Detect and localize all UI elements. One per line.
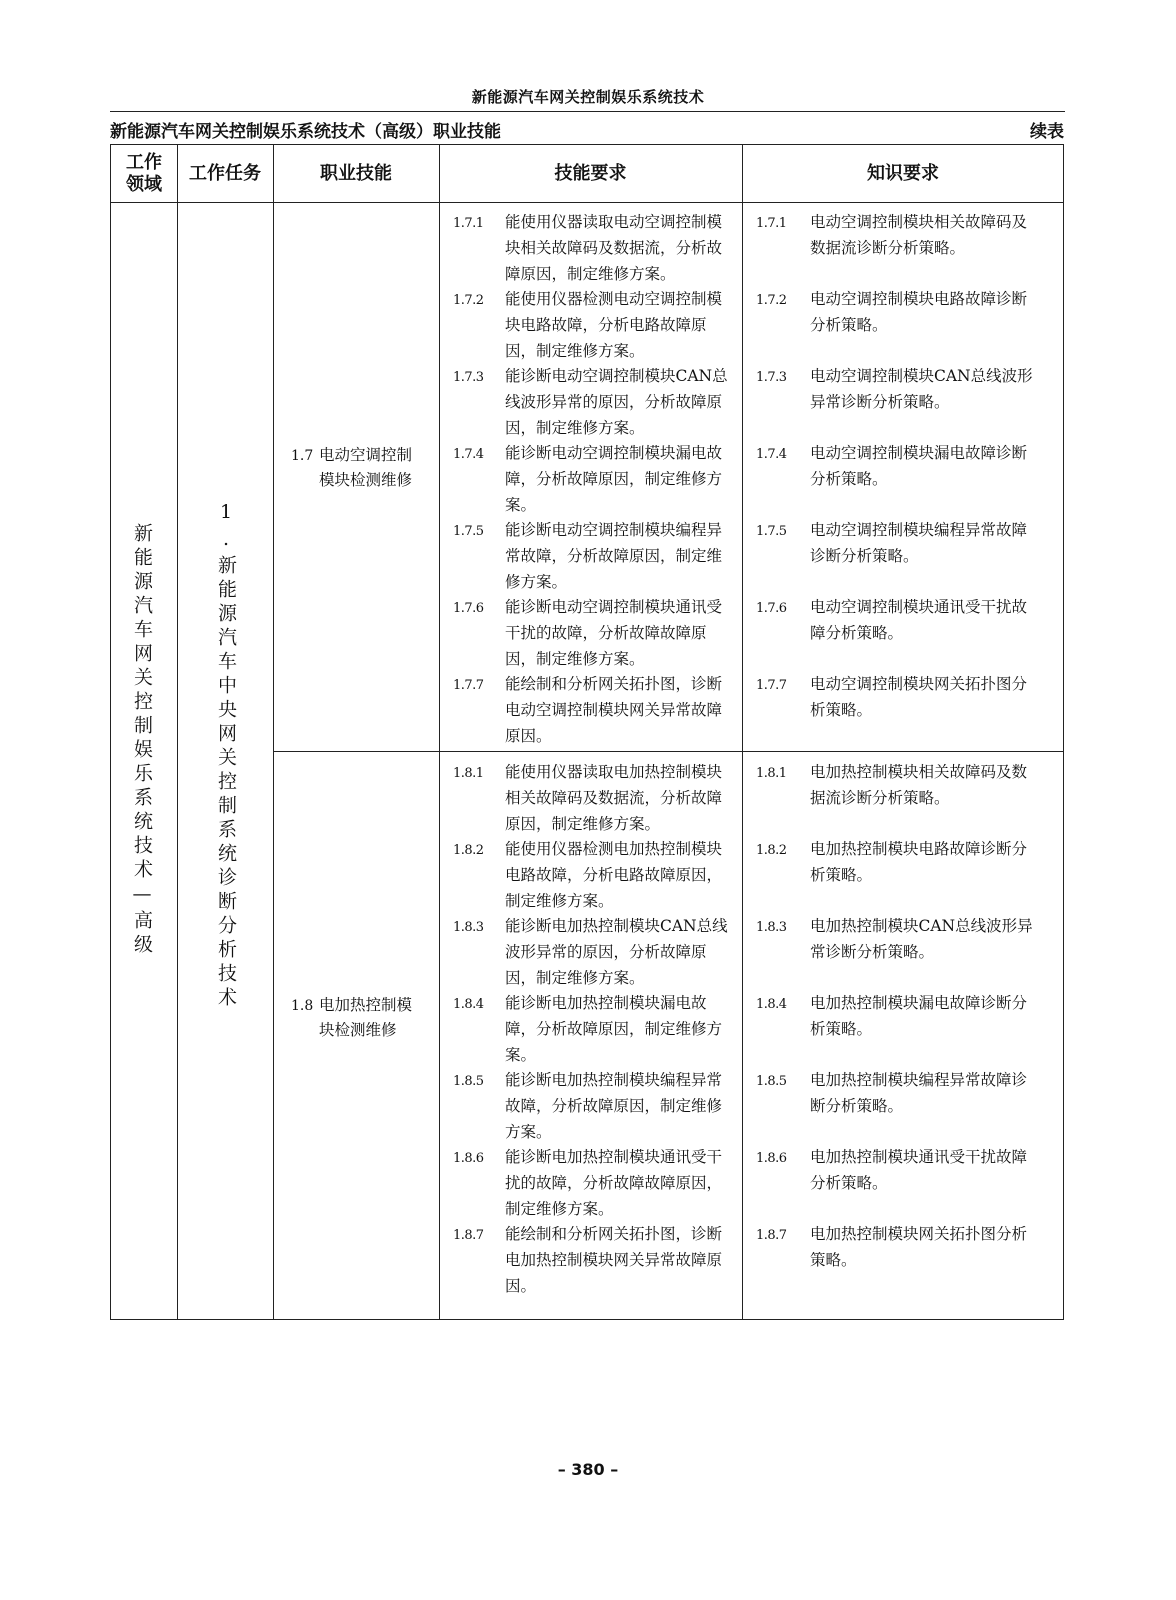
item-text: 电动空调控制模块CAN总线波形异常诊断分析策略。 [810,367,1033,411]
item-text: 电加热控制模块相关故障码及数据流诊断分析策略。 [810,763,1028,807]
knowledge-requirement-item [756,990,1056,1068]
knowledge-requirement-item [756,363,1056,441]
skill-requirement-item [453,913,735,991]
item-code: 1.8.7 [756,1228,787,1243]
work-task: 1.新能源汽车中央网关控制系统诊断分析技术 [215,501,237,1011]
item-code: 1.7.7 [756,678,787,693]
item-text: 能使用仪器读取电加热控制模块相关故障码及数据流，分析故障原因，制定维修方案。 [505,763,723,833]
column-divider [177,145,178,1319]
item-code: 1.8.7 [453,1228,484,1243]
skill-group-name [291,993,413,1039]
item-code: 1.8.5 [756,1074,787,1089]
item-text: 能诊断电加热控制模块通讯受干扰的故障，分析故障故障原因，制定维修方案。 [505,1148,723,1218]
item-code: 1.8.2 [756,843,787,858]
item-code: 1.7.1 [756,216,787,231]
item-text: 能诊断电加热控制模块编程异常故障，分析故障原因，制定维修方案。 [505,1071,723,1141]
item-code: 1.7.5 [756,524,787,539]
knowledge-requirement-item [756,913,1056,991]
knowledge-requirement-item [756,209,1056,287]
skill-requirement-item [453,1067,735,1145]
item-code: 1.7.4 [453,447,484,462]
item-code: 1.7.3 [453,370,484,385]
item-text: 电动空调控制模块漏电故障诊断分析策略。 [810,444,1028,488]
item-code: 1.8.5 [453,1074,484,1089]
item-code: 1.8.3 [756,920,787,935]
knowledge-requirement-item [756,836,1056,914]
running-header: 新能源汽车网关控制娱乐系统技术 [471,88,705,106]
item-text: 能绘制和分析网关拓扑图，诊断电动空调控制模块网关异常故障原因。 [505,675,723,745]
item-code: 1.8.4 [453,997,484,1012]
item-text: 电加热控制模块编程异常故障诊断分析策略。 [810,1071,1028,1115]
item-text: 电加热控制模块漏电故障诊断分析策略。 [810,994,1028,1038]
skill-requirement-item [453,209,735,287]
doc-title: 新能源汽车网关控制娱乐系统技术（高级）职业技能 [110,122,501,142]
item-text: 能诊断电动空调控制模块漏电故障，分析故障原因，制定维修方案。 [505,444,723,514]
header-domain: 工作 领域 [126,151,162,195]
header-task: 工作任务 [189,162,261,184]
item-code: 1.8.1 [453,766,484,781]
item-code: 1.7.5 [453,524,484,539]
item-code: 1.8.6 [756,1151,787,1166]
skill-requirement-item [453,286,735,364]
item-text: 电加热控制模块网关拓扑图分析策略。 [810,1225,1028,1269]
column-divider [273,145,274,1319]
item-text: 电动空调控制模块相关故障码及数据流诊断分析策略。 [810,213,1028,257]
item-text: 能诊断电动空调控制模块通讯受干扰的故障，分析故障故障原因，制定维修方案。 [505,598,723,668]
item-text: 电加热控制模块CAN总线波形异常诊断分析策略。 [810,917,1033,961]
item-code: 1.8.1 [756,766,787,781]
item-code: 1.7.2 [756,293,787,308]
skill-group-number: 1.8 [291,998,314,1014]
item-text: 电加热控制模块通讯受干扰故障分析策略。 [810,1148,1028,1192]
knowledge-requirement-item [756,1144,1056,1222]
item-code: 1.8.4 [756,997,787,1012]
header-knowledge-requirements: 知识要求 [867,162,939,184]
item-text: 电动空调控制模块通讯受干扰故障分析策略。 [810,598,1028,642]
skill-group-title: 电加热控制模块检测维修 [319,996,413,1039]
item-code: 1.8.2 [453,843,484,858]
item-text: 能诊断电加热控制模块漏电故障，分析故障原因，制定维修方案。 [505,994,723,1064]
item-code: 1.7.3 [756,370,787,385]
skill-group-name [291,443,413,489]
skill-requirement-item [453,836,735,914]
skill-requirement-item [453,990,735,1068]
item-text: 能使用仪器检测电动空调控制模块电路故障，分析电路故障原因，制定维修方案。 [505,290,723,360]
knowledge-requirement-item [756,1067,1056,1145]
item-code: 1.8.6 [453,1151,484,1166]
page-number: – 380 – [557,1460,619,1479]
column-divider [742,145,743,1319]
header-row-divider [111,202,1063,203]
skill-requirement-item [453,517,735,595]
header-rule [110,111,1065,112]
skill-requirement-item [453,440,735,518]
item-code: 1.7.2 [453,293,484,308]
knowledge-requirement-item [756,759,1056,837]
skill-group-title: 电动空调控制模块检测维修 [319,446,413,489]
item-text: 电加热控制模块电路故障诊断分析策略。 [810,840,1028,884]
skill-requirement-item [453,363,735,441]
item-text: 能诊断电动空调控制模块CAN总线波形异常的原因，分析故障原因，制定维修方案。 [505,367,728,437]
knowledge-requirement-item [756,671,1056,749]
item-code: 1.7.6 [756,601,787,616]
knowledge-requirement-item [756,517,1056,595]
item-code: 1.7.1 [453,216,484,231]
item-text: 能诊断电动空调控制模块编程异常故障，分析故障原因，制定维修方案。 [505,521,723,591]
continued-label: 续表 [1030,122,1064,142]
item-text: 能使用仪器检测电加热控制模块电路故障，分析电路故障原因，制定维修方案。 [505,840,723,910]
column-divider [439,145,440,1319]
header-skill: 职业技能 [320,162,392,184]
knowledge-requirement-item [756,594,1056,672]
skills-table [110,144,1064,1320]
knowledge-requirement-item [756,286,1056,364]
item-code: 1.7.7 [453,678,484,693]
item-text: 能诊断电加热控制模块CAN总线波形异常的原因，分析故障原因，制定维修方案。 [505,917,728,987]
item-text: 电动空调控制模块电路故障诊断分析策略。 [810,290,1028,334]
item-text: 电动空调控制模块网关拓扑图分析策略。 [810,675,1028,719]
knowledge-requirement-item [756,1221,1056,1299]
header-skill-requirements: 技能要求 [554,162,627,184]
item-text: 电动空调控制模块编程异常故障诊断分析策略。 [810,521,1028,565]
item-code: 1.7.4 [756,447,787,462]
skill-requirement-item [453,759,735,837]
item-text: 能使用仪器读取电动空调控制模块相关故障码及数据流，分析故障原因，制定维修方案。 [505,213,723,283]
skill-requirement-item [453,1144,735,1222]
skill-requirement-item [453,671,735,749]
group-divider [273,751,1063,752]
skill-group-number: 1.7 [291,448,314,464]
item-text: 能绘制和分析网关拓扑图，诊断电加热控制模块网关异常故障原因。 [505,1225,723,1295]
skill-requirement-item [453,1221,735,1299]
work-domain: 新能源汽车网关控制娱乐系统技术—高级 [131,523,153,958]
item-code: 1.8.3 [453,920,484,935]
knowledge-requirement-item [756,440,1056,518]
item-code: 1.7.6 [453,601,484,616]
skill-requirement-item [453,594,735,672]
